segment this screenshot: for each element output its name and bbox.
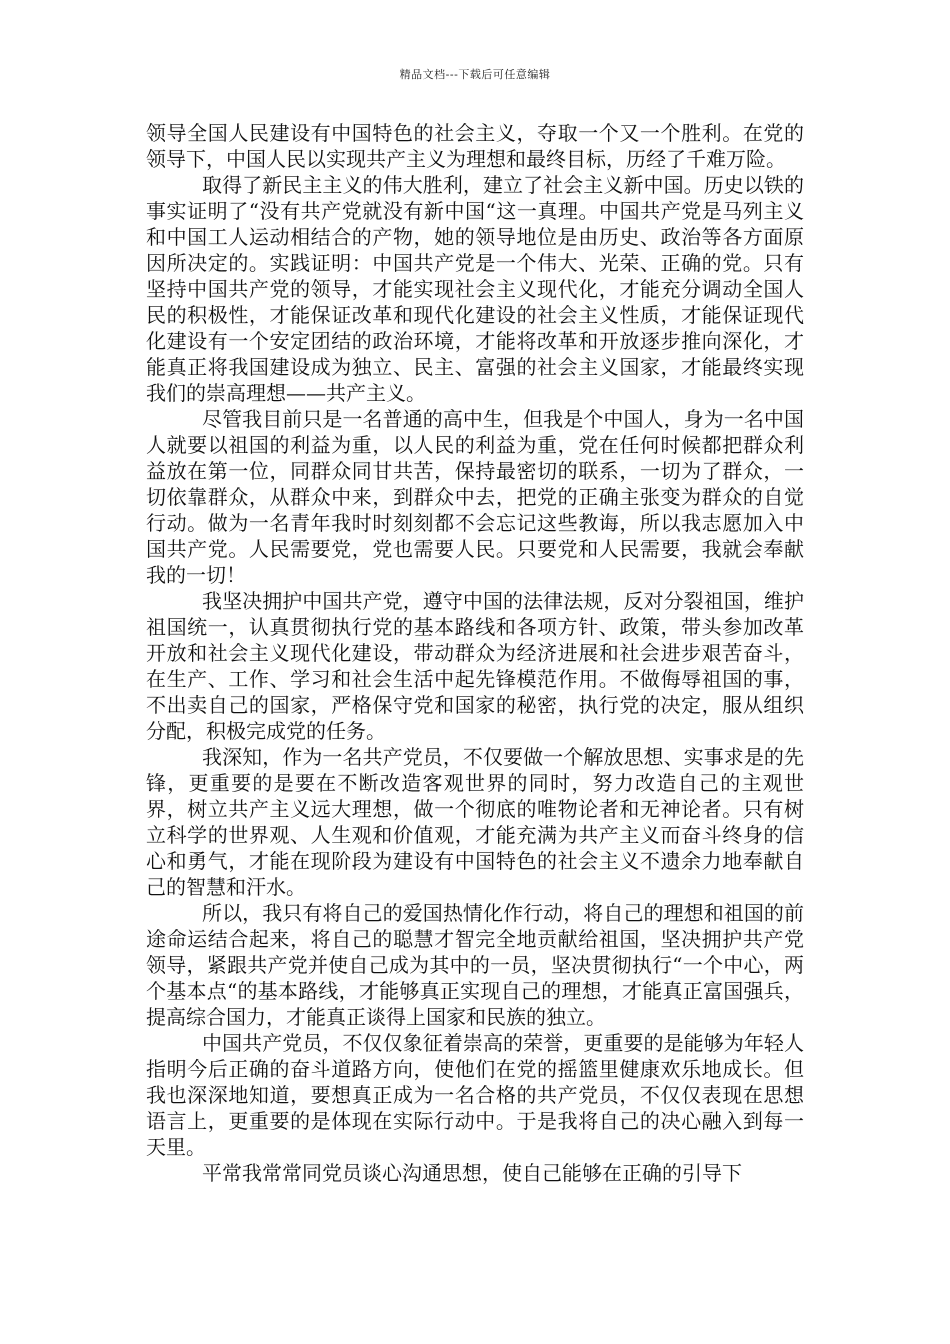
paragraph: 我坚决拥护中国共产党，遵守中国的法律法规，反对分裂祖国，维护祖国统一，认真贯彻执行党的基本路线和各项方针、政策，带头参加改革开放和社会主义现代化建设，带动群众为经济进展和社会进步艰苦奋斗，在生产、工作、学习和社会生活中起先锋模范作用。不做侮辱祖国的事，不出卖自己的国家，严格保守党和国家的秘密，执行党的决定，服从组织分配，积极完成党的任务。 xyxy=(146,589,804,743)
paragraph-truncated: 平常我常常同党员谈心沟通思想，使自己能够在正确的引导下 xyxy=(202,1161,742,1185)
paragraph: 中国共产党员，不仅仅象征着崇高的荣誉，更重要的是能够为年轻人指明今后正确的奋斗道路方向，使他们在党的摇篮里健康欢乐地成长。但我也深深地知道，要想真正成为一名合格的共产党员，不仅仅表现在思想语言上，更重要的是体现在实际行动中。于是我将自己的决心融入到每一天里。 xyxy=(146,1031,804,1159)
document-body xyxy=(146,120,804,1186)
paragraph: 尽管我目前只是一名普通的高中生，但我是个中国人，身为一名中国人就要以祖国的利益为重，以人民的利益为重，党在任何时候都把群众利益放在第一位，同群众同甘共苦，保持最密切的联系，一切为了群众，一切依靠群众，从群众中来，到群众中去，把党的正确主张变为群众的自觉行动。做为一名青年我时时刻刻都不会忘记这些教诲，所以我志愿加入中国共产党。人民需要党，党也需要人民。只要党和人民需要，我就会奉献我的一切！ xyxy=(146,407,804,587)
paragraph-continued: 领导全国人民建设有中国特色的社会主义，夺取一个又一个胜利。在党的领导下，中国人民以实现共产主义为理想和最终目标，历经了千难万险。 xyxy=(146,121,804,171)
paragraph: 我深知，作为一名共产党员，不仅要做一个解放思想、实事求是的先锋，更重要的是要在不断改造客观世界的同时，努力改造自己的主观世界，树立共产主义远大理想，做一个彻底的唯物论者和无神论者。只有树立科学的世界观、人生观和价值观，才能充满为共产主义而奋斗终身的信心和勇气，才能在现阶段为建设有中国特色的社会主义不遗余力地奉献自己的智慧和汗水。 xyxy=(146,745,804,899)
header-note: 精品文档---下载后可任意编辑 xyxy=(399,68,551,81)
paragraph: 取得了新民主主义的伟大胜利，建立了社会主义新中国。历史以铁的事实证明了“没有共产党就没有新中国“这一真理。中国共产党是马列主义和中国工人运动相结合的产物，她的领导地位是由历史、政治等各方面原因所决定的。实践证明：中国共产党是一个伟大、光荣、正确的党。只有坚持中国共产党的领导，才能实现社会主义现代化，才能充分调动全国人民的积极性，才能保证改革和现代化建设的社会主义性质，才能保证现代化建设有一个安定团结的政治环境，才能将改革和开放逐步推向深化，才能真正将我国建设成为独立、民主、富强的社会主义国家，才能最终实现我们的崇高理想——共产主义。 xyxy=(146,173,804,405)
paragraph: 所以，我只有将自己的爱国热情化作行动，将自己的理想和祖国的前途命运结合起来，将自己的聪慧才智完全地贡献给祖国，坚决拥护共产党领导，紧跟共产党并使自己成为其中的一员，坚决贯彻执行“一个中心，两个基本点“的基本路线，才能够真正实现自己的理想，才能真正富国强兵，提高综合国力，才能真正谈得上国家和民族的独立。 xyxy=(146,901,804,1029)
